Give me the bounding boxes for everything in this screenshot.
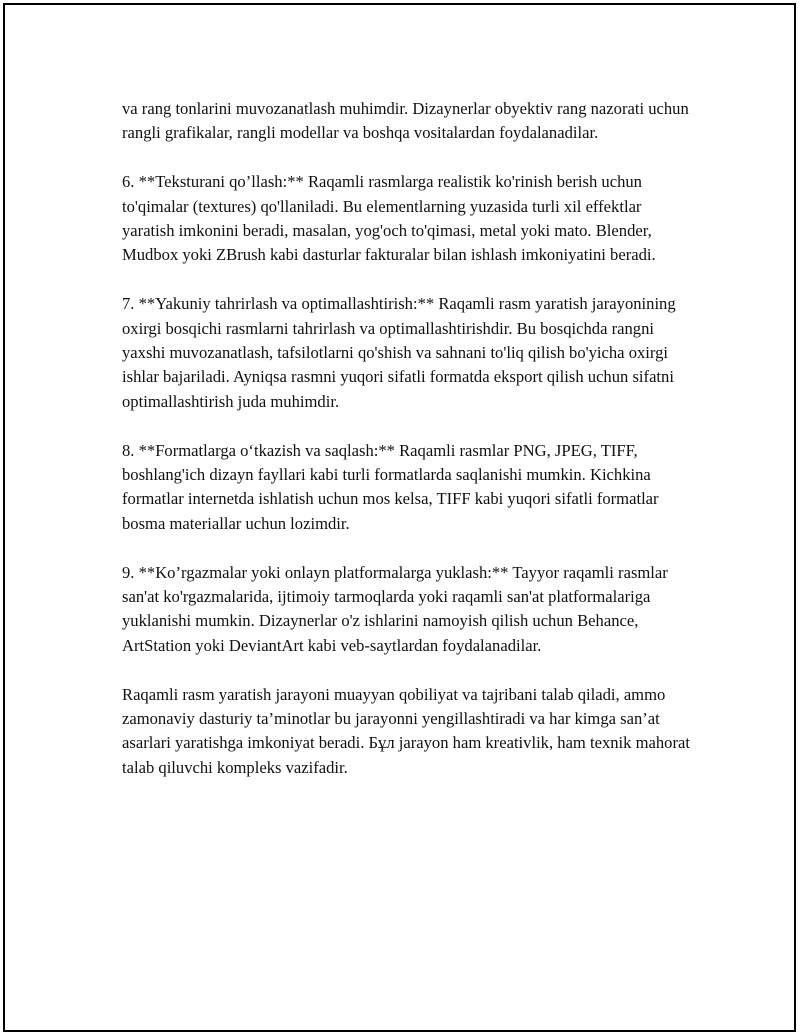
- document-body: [122, 97, 692, 805]
- document-page: [3, 3, 796, 1032]
- paragraph-step-9: 9. **Ko’rgazmalar yoki onlayn platformalarga yuklash:** Tayyor raqamli rasmlar san'at ko'rgazmalarida, ijtimoiy tarmoqlarda yoki raqamli san'at platformalariga yuklanishi mumkin. Dizaynerlar o'z ishlarini namoyish qilish uchun Behance, ArtStation yoki DeviantArt kabi veb-saytlardan foydalanadilar.: [122, 562, 668, 655]
- paragraph-step-7: 7. **Yakuniy tahrirlash va optimallashtirish:** Raqamli rasm yaratish jarayonining oxirgi bosqichi rasmlarni tahrirlash va optimallashtirishdir. Bu bosqichda rangni yaxshi muvozanatlash, tafsilotlarni qo'shish va sahnani to'liq qilish bo'yicha oxirgi ishlar bajariladi. Ayniqsa rasmni yuqori sifatli formatda eksport qilish uchun sifatni optimallashtirish juda muhimdir.: [122, 294, 676, 411]
- paragraph-step-8: 8. **Formatlarga o‘tkazish va saqlash:** Raqamli rasmlar PNG, JPEG, TIFF, boshlang'ich dizayn fayllari kabi turli formatlarda saqlanishi mumkin. Kichkina formatlar internetda ishlatish uchun mos kelsa, TIFF kabi yuqori sifatli formatlar bosma materiallar uchun lozimdir.: [122, 440, 659, 533]
- paragraph-conclusion: Raqamli rasm yaratish jarayoni muayyan qobiliyat va tajribani talab qiladi, ammo zamonaviy dasturiy ta’minotlar bu jarayonni yengillashtiradi va har kimga san’at asarlari yaratishga imkoniyat beradi. Бұл jarayon ham kreativlik, ham texnik mahorat talab qiluvchi kompleks vazifadir.: [122, 684, 690, 777]
- paragraph-step-6: 6. **Teksturani qo’llash:** Raqamli rasmlarga realistik ko'rinish berish uchun to'qimalar (textures) qo'llaniladi. Bu elementlarning yuzasida turli xil effektlar yaratish imkonini beradi, masalan, yog'och to'qimasi, metal yoki mato. Blender, Mudbox yoki ZBrush kabi dasturlar fakturalar bilan ishlash imkoniyatini beradi.: [122, 172, 656, 265]
- paragraph-intro-continuation: va rang tonlarini muvozanatlash muhimdir. Dizaynerlar obyektiv rang nazorati uchun rangli grafikalar, rangli modellar va boshqa vositalardan foydalanadilar.: [122, 99, 689, 143]
